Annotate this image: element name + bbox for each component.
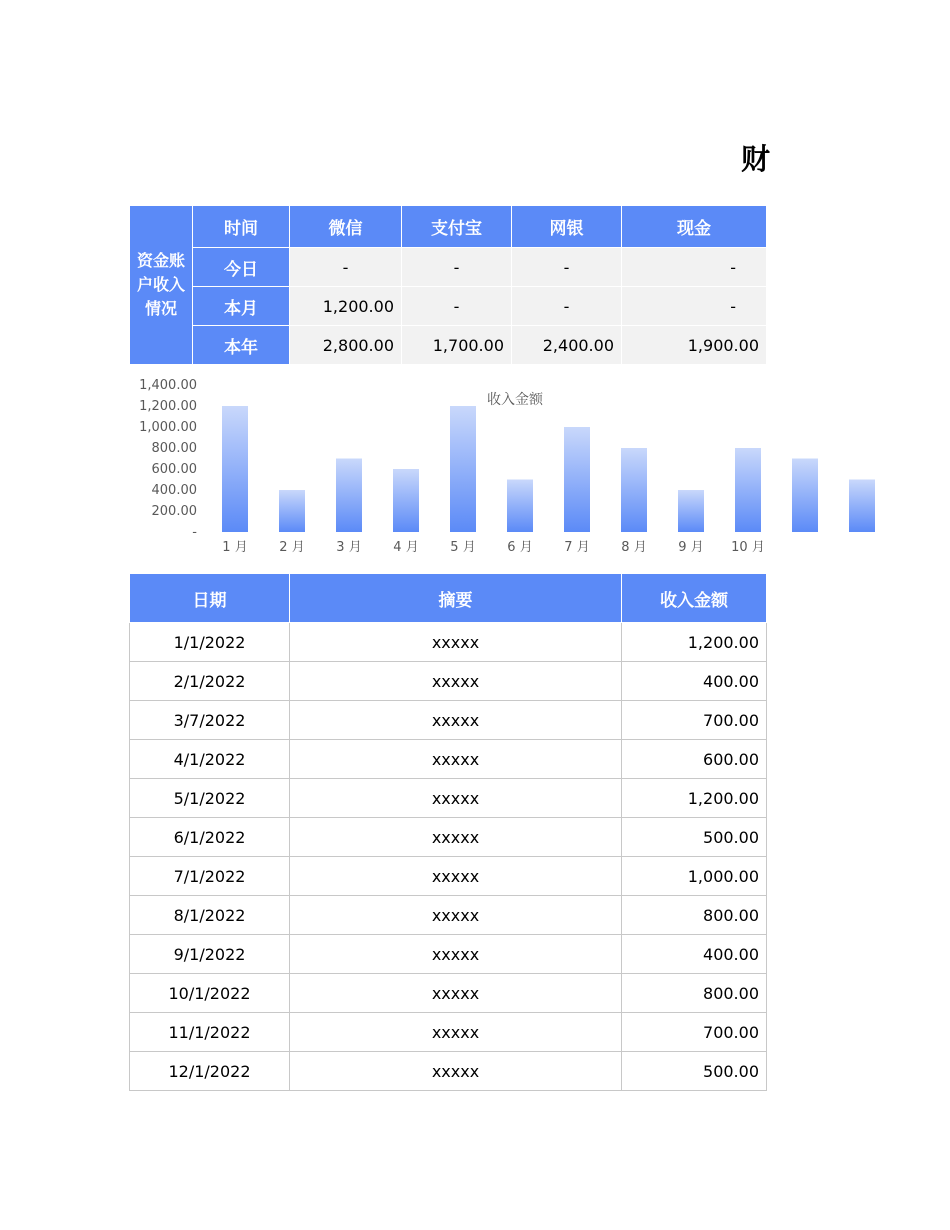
table-row [130, 935, 767, 974]
detail-header-amount: 收入金额 [622, 574, 767, 623]
table-row [130, 818, 767, 857]
detail-header-date: 日期 [130, 574, 290, 623]
summary-value: - [622, 248, 767, 287]
chart-title: 收入金额 [487, 392, 543, 408]
detail-date: 6/1/2022 [130, 818, 290, 857]
summary-value: 1,700.00 [402, 326, 512, 365]
summary-row-today [130, 248, 767, 287]
x-tick-label: 7 月 [564, 540, 590, 555]
summary-period: 今日 [193, 248, 290, 287]
x-tick-label: 1 月 [222, 540, 248, 555]
account-income-summary-table [129, 205, 767, 365]
table-row [130, 974, 767, 1013]
chart-bar [279, 490, 305, 532]
summary-value: - [290, 248, 402, 287]
x-tick-label: 5 月 [450, 540, 476, 555]
table-row [130, 779, 767, 818]
y-tick-label: 1,400.00 [139, 378, 197, 393]
summary-header-cash: 现金 [622, 206, 767, 248]
summary-value: 1,200.00 [290, 287, 402, 326]
detail-summary: xxxxx [290, 935, 622, 974]
detail-amount: 500.00 [622, 818, 767, 857]
detail-amount: 1,200.00 [622, 779, 767, 818]
summary-header-wechat: 微信 [290, 206, 402, 248]
summary-row-label: 资金账户收入情况 [130, 206, 193, 365]
x-tick-label: 2 月 [279, 540, 305, 555]
chart-bar [222, 406, 248, 532]
detail-amount: 700.00 [622, 701, 767, 740]
table-row [130, 662, 767, 701]
table-row [130, 857, 767, 896]
detail-date: 9/1/2022 [130, 935, 290, 974]
summary-value: - [402, 287, 512, 326]
y-tick-label: 1,000.00 [139, 420, 197, 435]
detail-date: 7/1/2022 [130, 857, 290, 896]
x-tick-label: 6 月 [507, 540, 533, 555]
detail-date: 10/1/2022 [130, 974, 290, 1013]
summary-header-online-bank: 网银 [512, 206, 622, 248]
table-row [130, 701, 767, 740]
summary-period: 本月 [193, 287, 290, 326]
detail-amount: 400.00 [622, 935, 767, 974]
detail-summary: xxxxx [290, 857, 622, 896]
summary-period: 本年 [193, 326, 290, 365]
chart-bar [564, 427, 590, 532]
y-tick-label: 800.00 [151, 441, 197, 456]
detail-date: 1/1/2022 [130, 623, 290, 662]
detail-amount: 1,200.00 [622, 623, 767, 662]
summary-row-year [130, 326, 767, 365]
detail-date: 4/1/2022 [130, 740, 290, 779]
x-tick-label: 4 月 [393, 540, 419, 555]
income-bar-chart [0, 370, 950, 565]
summary-value: - [512, 248, 622, 287]
chart-bar [450, 406, 476, 532]
detail-amount: 700.00 [622, 1013, 767, 1052]
page-title: 财 [741, 142, 771, 176]
detail-summary: xxxxx [290, 896, 622, 935]
summary-header-alipay: 支付宝 [402, 206, 512, 248]
summary-value: - [622, 287, 767, 326]
detail-date: 8/1/2022 [130, 896, 290, 935]
table-row [130, 1013, 767, 1052]
y-tick-label: 200.00 [151, 504, 197, 519]
x-tick-label: 10 月 [731, 540, 765, 555]
chart-bar [678, 490, 704, 532]
detail-date: 11/1/2022 [130, 1013, 290, 1052]
detail-amount: 400.00 [622, 662, 767, 701]
x-tick-label: 8 月 [621, 540, 647, 555]
summary-value: 2,800.00 [290, 326, 402, 365]
detail-summary: xxxxx [290, 818, 622, 857]
detail-summary: xxxxx [290, 623, 622, 662]
table-row [130, 623, 767, 662]
detail-amount: 800.00 [622, 974, 767, 1013]
detail-amount: 800.00 [622, 896, 767, 935]
table-row [130, 896, 767, 935]
detail-summary: xxxxx [290, 662, 622, 701]
detail-amount: 500.00 [622, 1052, 767, 1091]
x-tick-label: 9 月 [678, 540, 704, 555]
summary-value: - [402, 248, 512, 287]
table-row [130, 1052, 767, 1091]
chart-bar [792, 459, 818, 533]
chart-bar [621, 448, 647, 532]
detail-summary: xxxxx [290, 1052, 622, 1091]
detail-amount: 600.00 [622, 740, 767, 779]
chart-bar [849, 480, 875, 533]
chart-bar [393, 469, 419, 532]
detail-header-summary: 摘要 [290, 574, 622, 623]
x-tick-label: 3 月 [336, 540, 362, 555]
detail-summary: xxxxx [290, 701, 622, 740]
y-tick-label: 600.00 [151, 462, 197, 477]
summary-value: 2,400.00 [512, 326, 622, 365]
detail-summary: xxxxx [290, 974, 622, 1013]
detail-amount: 1,000.00 [622, 857, 767, 896]
detail-date: 12/1/2022 [130, 1052, 290, 1091]
y-tick-label: 1,200.00 [139, 399, 197, 414]
detail-date: 3/7/2022 [130, 701, 290, 740]
y-tick-label: - [192, 525, 197, 540]
table-row [130, 740, 767, 779]
chart-bar [507, 480, 533, 533]
detail-summary: xxxxx [290, 1013, 622, 1052]
detail-date: 2/1/2022 [130, 662, 290, 701]
chart-bar [336, 459, 362, 533]
income-detail-table [129, 573, 767, 1091]
detail-summary: xxxxx [290, 740, 622, 779]
summary-header-time: 时间 [193, 206, 290, 248]
summary-row-month [130, 287, 767, 326]
detail-summary: xxxxx [290, 779, 622, 818]
detail-date: 5/1/2022 [130, 779, 290, 818]
summary-value: - [512, 287, 622, 326]
summary-value: 1,900.00 [622, 326, 767, 365]
chart-bar [735, 448, 761, 532]
y-tick-label: 400.00 [151, 483, 197, 498]
